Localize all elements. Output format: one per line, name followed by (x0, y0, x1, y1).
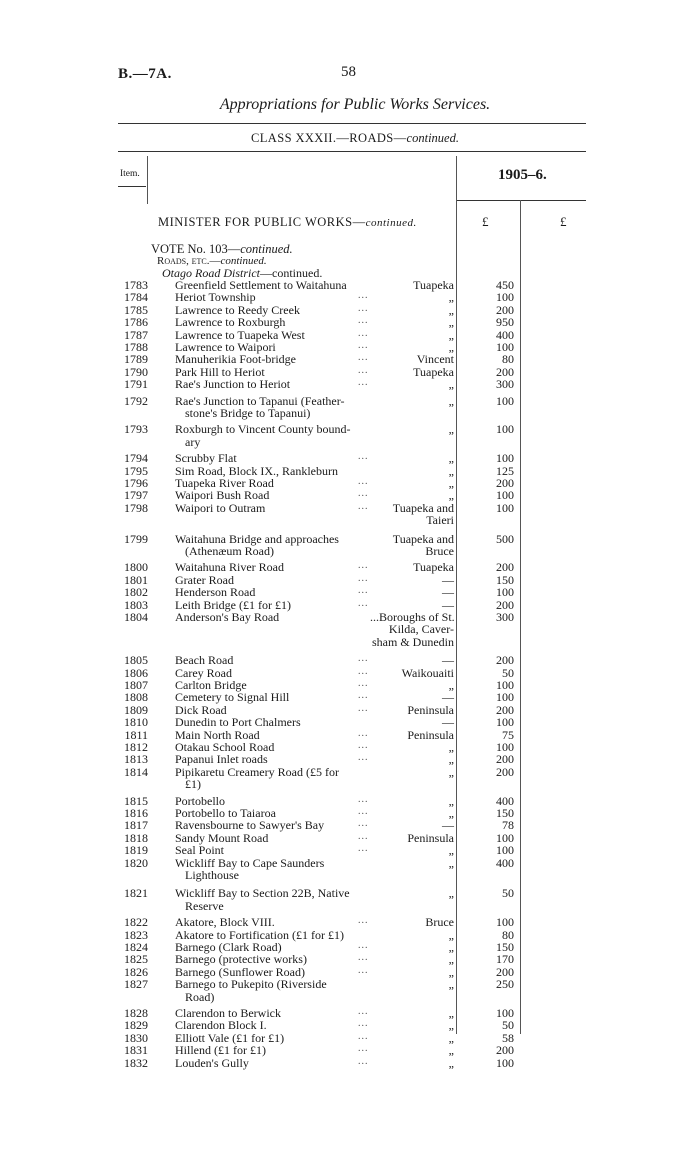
road-name: Scrubby Flat (175, 451, 237, 466)
amount-value: 78 (502, 818, 514, 833)
item-number: 1823 (124, 927, 148, 942)
item-number: 1796 (124, 476, 148, 490)
county-name: „ (448, 290, 454, 305)
item-number: 1826 (124, 964, 148, 979)
item-number: 1787 (124, 327, 148, 342)
road-name: Lawrence to Tuapeka West (175, 327, 305, 342)
amount-value: 50 (502, 1018, 514, 1033)
amount-value: 100 (496, 451, 514, 466)
road-name: Greenfield Settlement to Waitahuna (175, 278, 347, 292)
leader-dots: ... (358, 1030, 369, 1042)
leader-dots: ... (358, 793, 369, 805)
item-number: 1827 (124, 977, 148, 992)
leader-dots: ... (358, 451, 369, 463)
road-name-continued: (Athenæum Road) (185, 544, 274, 558)
amount-value: 100 (496, 715, 514, 730)
road-name: Carey Road (175, 665, 232, 680)
county-name: Peninsula (407, 727, 454, 742)
item-number: 1802 (124, 585, 148, 600)
road-name: Clarendon Block I. (175, 1018, 267, 1033)
road-name: Lawrence to Roxburgh (175, 315, 286, 330)
amount-value: 50 (502, 886, 514, 901)
item-number: 1795 (124, 463, 148, 478)
leader-dots: ... (358, 964, 369, 976)
amount-value: 200 (496, 302, 514, 317)
page-number: 58 (341, 64, 356, 80)
county-name: „ (448, 1018, 454, 1033)
road-name: Barnego to Pukepito (Riverside (175, 977, 327, 992)
item-number: 1789 (124, 352, 148, 367)
county-name: „ (448, 940, 454, 954)
amount-value: 100 (496, 830, 514, 845)
road-name: Sandy Mount Road (175, 830, 269, 845)
leader-dots: ... (358, 315, 369, 327)
road-name: Wickliff Bay to Section 22B, Native (175, 886, 350, 901)
leader-dots: ... (358, 597, 369, 609)
road-name: Waipori Bush Road (175, 488, 270, 503)
county-name: „ (448, 327, 454, 342)
amount-value: 100 (496, 393, 514, 408)
county-name: „ (448, 977, 454, 992)
amount-value: 400 (496, 855, 514, 870)
county-name: Tuapeka (413, 364, 454, 379)
road-name: Elliott Vale (£1 for £1) (175, 1030, 285, 1045)
county-name: Peninsula (407, 830, 454, 845)
county-name: „ (448, 952, 454, 967)
amount-value: 300 (496, 610, 514, 624)
county-name: „ (448, 793, 454, 808)
leader-dots: ... (358, 952, 369, 964)
road-name: Anderson's Bay Road (175, 610, 280, 624)
road-name: Wickliff Bay to Cape Saunders (175, 855, 325, 870)
road-name: Dick Road (175, 702, 227, 717)
item-number: 1783 (124, 278, 148, 292)
county-name: Tuapeka and (392, 531, 454, 546)
leader-dots: ... (358, 500, 369, 512)
item-number: 1820 (124, 855, 148, 870)
amount-value: 100 (496, 340, 514, 354)
leader-dots: ... (358, 830, 369, 842)
amount-value: 200 (496, 597, 514, 612)
item-number: 1824 (124, 940, 148, 954)
item-number: 1818 (124, 830, 148, 845)
county-name: Bruce (425, 915, 454, 930)
leader-dots: ... (358, 340, 369, 351)
road-name: Pipikaretu Creamery Road (£5 for (175, 764, 339, 779)
county-name: „ (448, 340, 454, 354)
road-name: Louden's Gully (175, 1055, 249, 1070)
leader-dots: ... (358, 702, 369, 714)
amount-value: 200 (496, 560, 514, 575)
county-name: Taieri (426, 513, 454, 528)
county-name: Tuapeka (413, 278, 454, 292)
road-name: Waipori to Outram (175, 500, 266, 515)
road-name: Ravensbourne to Sawyer's Bay (175, 818, 325, 833)
district-subheading-name: Otago Road District (162, 266, 260, 280)
minister-heading-continued: continued. (365, 217, 417, 229)
county-name: „ (448, 752, 454, 767)
county-name: „ (448, 806, 454, 820)
county-name: „ (448, 927, 454, 942)
road-name: Hillend (£1 for £1) (175, 1043, 266, 1058)
road-name: Papanui Inlet roads (175, 752, 268, 767)
item-number: 1815 (124, 793, 148, 808)
county-name: „ (448, 393, 454, 408)
item-number: 1805 (124, 653, 148, 668)
road-name: Otakau School Road (175, 740, 275, 754)
item-number: 1831 (124, 1043, 148, 1058)
item-number: 1822 (124, 915, 148, 930)
amount-value: 500 (496, 531, 514, 546)
leader-dots: ... (358, 560, 369, 572)
county-name: „ (448, 855, 454, 870)
leader-dots: ... (358, 1006, 369, 1017)
road-name: Barnego (protective works) (175, 952, 307, 967)
amount-value: 400 (496, 327, 514, 342)
item-number: 1816 (124, 806, 148, 820)
district-subheading-continued: —continued. (260, 266, 323, 280)
county-name: — (442, 653, 454, 668)
amount-value: 100 (496, 915, 514, 930)
road-name: Park Hill to Heriot (175, 364, 265, 379)
item-number: 1793 (124, 422, 148, 437)
road-name: Waitahuna Bridge and approaches (175, 531, 339, 546)
county-name: „ (448, 764, 454, 779)
item-number: 1792 (124, 393, 148, 408)
pound-sign-1: £ (482, 214, 489, 229)
amount-value: 100 (496, 1006, 514, 1020)
page-title: Appropriations for Public Works Services. (219, 96, 491, 113)
amount-value: 100 (496, 488, 514, 503)
county-name: „ (448, 315, 454, 330)
county-name: „ (448, 1006, 454, 1020)
road-name: Portobello (175, 793, 225, 808)
amount-value: 100 (496, 290, 514, 305)
amount-value: 950 (496, 315, 514, 330)
leader-dots: ... (358, 1018, 369, 1030)
county-name: Tuapeka (413, 560, 454, 575)
amount-value: 250 (496, 977, 514, 992)
road-name: Sim Road, Block IX., Rankleburn (175, 463, 338, 478)
road-name: Barnego (Sunflower Road) (175, 964, 305, 979)
county-name: „ (448, 886, 454, 901)
item-number: 1798 (124, 500, 148, 515)
minister-heading-main: MINISTER FOR PUBLIC WORKS— (158, 215, 366, 229)
county-name: — (442, 585, 454, 600)
road-name: Akatore to Fortification (£1 for £1) (175, 927, 344, 942)
road-name: Barnego (Clark Road) (175, 940, 282, 954)
road-name: Main North Road (175, 727, 260, 742)
leader-dots: ... (358, 290, 369, 302)
leader-dots: ... (358, 806, 369, 817)
amount-value: 80 (502, 352, 514, 367)
amount-value: 200 (496, 764, 514, 779)
county-name: Tuapeka and (392, 500, 454, 515)
county-name: Bruce (425, 544, 454, 558)
leader-dots: ... (358, 653, 369, 665)
leader-dots: ... (358, 488, 369, 500)
item-number: 1786 (124, 315, 148, 330)
county-name: — (442, 818, 454, 833)
road-name: Clarendon to Berwick (175, 1006, 281, 1020)
item-number: 1821 (124, 886, 148, 901)
road-name: Akatore, Block VIII. (175, 915, 275, 930)
leader-dots: ... (358, 364, 369, 376)
amount-value: 200 (496, 702, 514, 717)
road-name: Manuherikia Foot-bridge (175, 352, 296, 367)
county-name: ...Boroughs of St. (370, 610, 455, 624)
leader-dots: ... (358, 327, 369, 339)
item-number: 1830 (124, 1030, 148, 1045)
road-name: Tuapeka River Road (175, 476, 274, 490)
item-number: 1799 (124, 531, 148, 546)
item-number: 1825 (124, 952, 148, 967)
amount-value: 58 (502, 1030, 514, 1045)
amount-value: 400 (496, 793, 514, 808)
vote-heading-main: VOTE No. 103— (151, 242, 241, 256)
road-name: Beach Road (175, 653, 234, 668)
item-number: 1794 (124, 451, 148, 466)
county-name: „ (448, 422, 454, 437)
leader-dots: ... (358, 740, 369, 751)
county-name: „ (448, 463, 454, 478)
leader-dots: ... (358, 585, 369, 597)
road-name-continued: £1) (185, 777, 201, 792)
county-name: sham & Dunedin (372, 634, 454, 649)
leader-dots: ... (358, 818, 369, 830)
county-name: „ (448, 740, 454, 754)
county-name: „ (448, 451, 454, 466)
amount-value: 100 (496, 843, 514, 858)
amount-value: 300 (496, 377, 514, 392)
leader-dots: ... (358, 665, 369, 677)
leader-dots: ... (358, 690, 369, 702)
item-number: 1806 (124, 665, 148, 680)
road-name-continued: Lighthouse (185, 868, 239, 882)
item-number: 1808 (124, 690, 148, 705)
item-number: 1832 (124, 1055, 148, 1070)
county-name: „ (448, 1030, 454, 1045)
amount-value: 150 (496, 572, 514, 587)
amount-value: 200 (496, 653, 514, 668)
county-name: „ (448, 488, 454, 503)
class-heading-continued: continued. (406, 131, 459, 145)
road-name-continued: Reserve (185, 898, 224, 913)
amount-value: 200 (496, 364, 514, 379)
amount-value: 100 (496, 500, 514, 515)
amount-value: 200 (496, 476, 514, 490)
amount-value: 200 (496, 964, 514, 979)
road-name-continued: ary (185, 434, 201, 449)
leader-dots: ... (358, 1055, 369, 1067)
amount-value: 200 (496, 752, 514, 767)
amount-value: 125 (496, 463, 514, 478)
road-name: Lawrence to Reedy Creek (175, 302, 300, 317)
item-column-header: Item. (120, 169, 140, 179)
pound-sign-2: £ (560, 214, 567, 229)
item-number: 1817 (124, 818, 148, 833)
road-name: Roxburgh to Vincent County bound- (175, 422, 351, 437)
item-number: 1813 (124, 752, 148, 767)
county-name: Vincent (416, 352, 454, 367)
amount-value: 150 (496, 940, 514, 954)
item-number: 1803 (124, 597, 148, 612)
amount-value: 100 (496, 585, 514, 600)
amount-value: 100 (496, 422, 514, 437)
leader-dots: ... (358, 678, 369, 689)
leader-dots: ... (358, 727, 369, 739)
amount-value: 80 (502, 927, 514, 942)
class-heading-main: CLASS XXXII.—ROADS— (251, 131, 407, 145)
item-number: 1800 (124, 560, 148, 575)
county-name: „ (448, 1043, 454, 1058)
item-number: 1812 (124, 740, 148, 754)
road-name: Seal Point (175, 843, 225, 858)
county-name: „ (448, 476, 454, 490)
road-name: Rae's Junction to Heriot (175, 377, 291, 392)
county-name: — (442, 572, 454, 587)
amount-value: 150 (496, 806, 514, 820)
leader-dots: ... (358, 352, 369, 364)
road-name: Cemetery to Signal Hill (175, 690, 290, 705)
road-name-continued: stone's Bridge to Tapanui) (185, 406, 311, 420)
county-name: „ (448, 678, 454, 692)
item-number: 1790 (124, 364, 148, 379)
road-name: Leith Bridge (£1 for £1) (175, 597, 291, 612)
document-id: B.—7A. (118, 66, 172, 82)
road-name: Carlton Bridge (175, 678, 247, 692)
leader-dots: ... (358, 1043, 369, 1055)
item-number: 1810 (124, 715, 148, 730)
amount-value: 100 (496, 690, 514, 705)
item-number: 1809 (124, 702, 148, 717)
county-name: Peninsula (407, 702, 454, 717)
road-name: Rae's Junction to Tapanui (Feather- (175, 393, 345, 408)
amount-value: 100 (496, 1055, 514, 1070)
county-name: Waikouaiti (401, 665, 454, 680)
item-number: 1801 (124, 572, 148, 587)
leader-dots: ... (358, 752, 369, 764)
amount-value: 100 (496, 740, 514, 754)
leader-dots: ... (358, 915, 369, 927)
road-name: Grater Road (175, 572, 234, 587)
county-name: — (442, 597, 454, 612)
leader-dots: ... (358, 843, 369, 855)
item-number: 1814 (124, 764, 148, 779)
county-name: „ (448, 302, 454, 317)
item-number: 1807 (124, 678, 148, 692)
item-number: 1804 (124, 610, 148, 624)
item-number: 1811 (124, 727, 148, 742)
item-number: 1791 (124, 377, 148, 392)
road-name: Heriot Township (175, 290, 256, 305)
road-name: Waitahuna River Road (175, 560, 285, 575)
year-column-header: 1905–6. (498, 167, 547, 183)
road-name: Henderson Road (175, 585, 256, 600)
county-name: „ (448, 964, 454, 979)
item-number: 1785 (124, 302, 148, 317)
county-name: — (442, 690, 454, 705)
county-name: — (442, 715, 454, 730)
item-number: 1797 (124, 488, 148, 503)
leader-dots: ... (358, 572, 369, 584)
amount-value: 170 (496, 952, 514, 967)
item-number: 1828 (124, 1006, 148, 1020)
road-name: Portobello to Taiaroa (175, 806, 276, 820)
vote-heading-continued: continued. (240, 242, 293, 256)
item-number: 1829 (124, 1018, 148, 1033)
amount-value: 75 (502, 727, 514, 742)
road-name: Lawrence to Waipori (175, 340, 276, 354)
item-number: 1819 (124, 843, 148, 858)
amount-value: 450 (496, 278, 514, 292)
amount-value: 100 (496, 678, 514, 692)
county-name: „ (448, 843, 454, 858)
item-number: 1784 (124, 290, 148, 305)
item-number: 1788 (124, 340, 148, 354)
roads-subheading-main: Roads, etc.— (157, 255, 221, 267)
county-name: Kilda, Caver- (388, 622, 454, 637)
amount-value: 50 (502, 665, 514, 680)
leader-dots: ... (358, 377, 369, 389)
county-name: „ (448, 377, 454, 392)
road-name: Dunedin to Port Chalmers (175, 715, 301, 730)
leader-dots: ... (358, 476, 369, 487)
leader-dots: ... (358, 940, 369, 951)
county-name: „ (448, 1055, 454, 1070)
roads-subheading-continued: continued. (220, 255, 267, 267)
leader-dots: ... (358, 302, 369, 314)
amount-value: 200 (496, 1043, 514, 1058)
road-name-continued: Road) (185, 989, 215, 1004)
